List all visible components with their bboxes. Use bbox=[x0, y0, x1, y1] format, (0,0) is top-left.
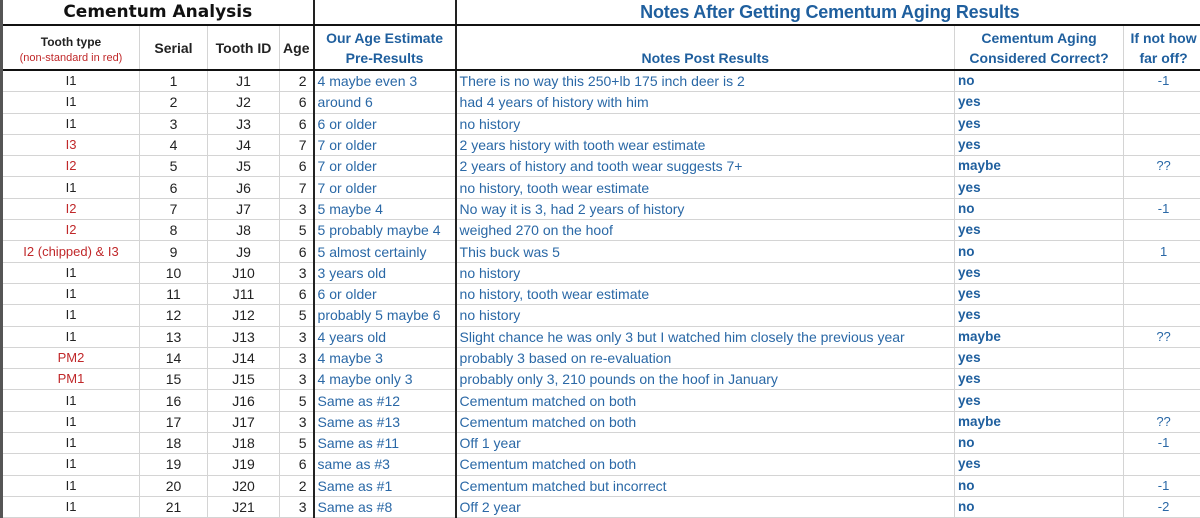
title-notes-after-results[interactable]: Notes After Getting Cementum Aging Results bbox=[456, 0, 1200, 25]
cell-tooth-id[interactable]: J2 bbox=[208, 92, 280, 113]
cell-notes-post[interactable]: no history bbox=[456, 305, 955, 326]
cell-considered-correct[interactable]: no bbox=[955, 475, 1124, 496]
cell-tooth-id[interactable]: J5 bbox=[208, 156, 280, 177]
cell-far-off[interactable] bbox=[1124, 220, 1200, 241]
cell-tooth-id[interactable]: J14 bbox=[208, 347, 280, 368]
header-row bbox=[2, 25, 1200, 70]
cell-tooth-id[interactable]: J10 bbox=[208, 262, 280, 283]
cell-considered-correct[interactable]: yes bbox=[955, 92, 1124, 113]
cell-age[interactable]: 3 bbox=[280, 411, 314, 432]
cell-considered-correct[interactable]: no bbox=[955, 496, 1124, 517]
header-far-off[interactable] bbox=[1124, 25, 1200, 70]
cell-tooth-id[interactable]: J13 bbox=[208, 326, 280, 347]
cell-age[interactable]: 6 bbox=[280, 283, 314, 304]
cell-serial[interactable]: 1 bbox=[140, 70, 208, 92]
cell-serial[interactable]: 6 bbox=[140, 177, 208, 198]
cell-far-off[interactable] bbox=[1124, 454, 1200, 475]
cell-far-off[interactable] bbox=[1124, 113, 1200, 134]
cell-tooth-type[interactable]: I1 bbox=[2, 326, 140, 347]
cell-age[interactable]: 6 bbox=[280, 156, 314, 177]
header-correct-line1: Cementum Aging bbox=[955, 28, 1123, 48]
cell-tooth-id[interactable]: J1 bbox=[208, 70, 280, 92]
cell-far-off[interactable] bbox=[1124, 134, 1200, 155]
cell-serial[interactable]: 7 bbox=[140, 198, 208, 219]
table-row bbox=[2, 305, 1200, 326]
title-blank-cell[interactable] bbox=[314, 0, 456, 25]
cell-notes-post[interactable]: 2 years history with tooth wear estimate bbox=[456, 134, 955, 155]
cell-pre-results[interactable]: 7 or older bbox=[314, 134, 456, 155]
cell-tooth-id[interactable]: J21 bbox=[208, 496, 280, 517]
cell-serial[interactable]: 21 bbox=[140, 496, 208, 517]
cell-serial[interactable]: 8 bbox=[140, 220, 208, 241]
header-notes-post[interactable]: Notes Post Results bbox=[456, 25, 955, 70]
header-far-off-line2: far off? bbox=[1124, 48, 1200, 68]
cell-pre-results[interactable]: probably 5 maybe 6 bbox=[314, 305, 456, 326]
title-cementum-analysis[interactable]: Cementum Analysis bbox=[2, 0, 314, 25]
header-far-off-line1: If not how bbox=[1124, 28, 1200, 48]
cell-serial[interactable]: 10 bbox=[140, 262, 208, 283]
cell-tooth-id[interactable]: J11 bbox=[208, 283, 280, 304]
cell-tooth-id[interactable]: J18 bbox=[208, 433, 280, 454]
cell-pre-results[interactable]: 4 maybe even 3 bbox=[314, 70, 456, 92]
cell-pre-results[interactable]: Same as #11 bbox=[314, 433, 456, 454]
cell-far-off[interactable]: ?? bbox=[1124, 156, 1200, 177]
cell-tooth-id[interactable]: J7 bbox=[208, 198, 280, 219]
cell-far-off[interactable]: ?? bbox=[1124, 326, 1200, 347]
cell-tooth-type[interactable]: I1 bbox=[2, 433, 140, 454]
cell-serial[interactable]: 20 bbox=[140, 475, 208, 496]
cell-pre-results[interactable]: 5 almost certainly bbox=[314, 241, 456, 262]
cell-considered-correct[interactable]: yes bbox=[955, 220, 1124, 241]
cell-tooth-id[interactable]: J17 bbox=[208, 411, 280, 432]
header-serial[interactable]: Serial bbox=[140, 25, 208, 70]
cell-considered-correct[interactable]: yes bbox=[955, 113, 1124, 134]
cell-tooth-type[interactable]: I1 bbox=[2, 177, 140, 198]
cell-far-off[interactable]: -1 bbox=[1124, 70, 1200, 92]
cell-far-off[interactable]: -1 bbox=[1124, 433, 1200, 454]
table-row bbox=[2, 411, 1200, 432]
cell-notes-post[interactable]: No way it is 3, had 2 years of history bbox=[456, 198, 955, 219]
cell-pre-results[interactable]: Same as #13 bbox=[314, 411, 456, 432]
cell-notes-post[interactable]: Cementum matched on both bbox=[456, 454, 955, 475]
cell-far-off[interactable]: ?? bbox=[1124, 411, 1200, 432]
cell-serial[interactable]: 5 bbox=[140, 156, 208, 177]
cell-tooth-type[interactable]: I2 bbox=[2, 220, 140, 241]
table-row bbox=[2, 156, 1200, 177]
table-row bbox=[2, 220, 1200, 241]
cell-considered-correct[interactable]: maybe bbox=[955, 156, 1124, 177]
cell-tooth-id[interactable]: J8 bbox=[208, 220, 280, 241]
cell-pre-results[interactable]: 7 or older bbox=[314, 177, 456, 198]
cell-far-off[interactable] bbox=[1124, 177, 1200, 198]
table-row bbox=[2, 369, 1200, 390]
cell-considered-correct[interactable]: yes bbox=[955, 177, 1124, 198]
cell-tooth-id[interactable]: J15 bbox=[208, 369, 280, 390]
cell-pre-results[interactable]: 5 probably maybe 4 bbox=[314, 220, 456, 241]
cell-notes-post[interactable]: no history bbox=[456, 113, 955, 134]
cell-serial[interactable]: 3 bbox=[140, 113, 208, 134]
cell-pre-results[interactable]: around 6 bbox=[314, 92, 456, 113]
cell-age[interactable]: 7 bbox=[280, 177, 314, 198]
cell-notes-post[interactable]: This buck was 5 bbox=[456, 241, 955, 262]
cell-tooth-id[interactable]: J9 bbox=[208, 241, 280, 262]
cell-serial[interactable]: 9 bbox=[140, 241, 208, 262]
cell-tooth-type[interactable]: I1 bbox=[2, 475, 140, 496]
cell-pre-results[interactable]: 3 years old bbox=[314, 262, 456, 283]
cell-age[interactable]: 6 bbox=[280, 113, 314, 134]
cell-considered-correct[interactable]: yes bbox=[955, 262, 1124, 283]
cell-pre-results[interactable]: same as #3 bbox=[314, 454, 456, 475]
cell-tooth-type[interactable]: I1 bbox=[2, 283, 140, 304]
cell-age[interactable]: 3 bbox=[280, 347, 314, 368]
table-row bbox=[2, 70, 1200, 92]
cell-far-off[interactable]: -1 bbox=[1124, 475, 1200, 496]
table-row bbox=[2, 198, 1200, 219]
cell-tooth-id[interactable]: J16 bbox=[208, 390, 280, 411]
cell-pre-results[interactable]: 4 years old bbox=[314, 326, 456, 347]
cell-considered-correct[interactable]: yes bbox=[955, 347, 1124, 368]
cell-pre-results[interactable]: Same as #12 bbox=[314, 390, 456, 411]
title-row bbox=[2, 0, 1200, 25]
table-row bbox=[2, 454, 1200, 475]
cell-age[interactable]: 3 bbox=[280, 326, 314, 347]
cell-pre-results[interactable]: 7 or older bbox=[314, 156, 456, 177]
cell-pre-results[interactable]: Same as #1 bbox=[314, 475, 456, 496]
cell-serial[interactable]: 13 bbox=[140, 326, 208, 347]
cell-far-off[interactable] bbox=[1124, 369, 1200, 390]
cell-pre-results[interactable]: 6 or older bbox=[314, 113, 456, 134]
cell-pre-results[interactable]: 6 or older bbox=[314, 283, 456, 304]
cell-tooth-type[interactable]: I1 bbox=[2, 262, 140, 283]
cell-far-off[interactable] bbox=[1124, 92, 1200, 113]
header-correct-line2: Considered Correct? bbox=[955, 48, 1123, 68]
cell-far-off[interactable]: 1 bbox=[1124, 241, 1200, 262]
cell-considered-correct[interactable]: no bbox=[955, 433, 1124, 454]
cell-age[interactable]: 3 bbox=[280, 496, 314, 517]
cell-tooth-type[interactable]: PM2 bbox=[2, 347, 140, 368]
cell-pre-results[interactable]: 5 maybe 4 bbox=[314, 198, 456, 219]
cell-tooth-id[interactable]: J4 bbox=[208, 134, 280, 155]
cell-serial[interactable]: 19 bbox=[140, 454, 208, 475]
cell-serial[interactable]: 4 bbox=[140, 134, 208, 155]
cell-tooth-type[interactable]: I1 bbox=[2, 496, 140, 517]
header-considered-correct[interactable] bbox=[955, 25, 1124, 70]
cell-serial[interactable]: 15 bbox=[140, 369, 208, 390]
header-tooth-type[interactable] bbox=[2, 25, 140, 70]
cell-notes-post[interactable]: weighed 270 on the hoof bbox=[456, 220, 955, 241]
cell-age[interactable]: 2 bbox=[280, 70, 314, 92]
cell-tooth-type[interactable]: I1 bbox=[2, 411, 140, 432]
cell-notes-post[interactable]: Cementum matched on both bbox=[456, 411, 955, 432]
cell-tooth-id[interactable]: J3 bbox=[208, 113, 280, 134]
cell-tooth-type[interactable]: I3 bbox=[2, 134, 140, 155]
header-tooth-type-note: (non-standard in red) bbox=[3, 51, 139, 65]
cell-far-off[interactable] bbox=[1124, 262, 1200, 283]
table-row bbox=[2, 134, 1200, 155]
cell-tooth-type[interactable]: PM1 bbox=[2, 369, 140, 390]
cell-considered-correct[interactable]: no bbox=[955, 70, 1124, 92]
table-row bbox=[2, 326, 1200, 347]
header-age[interactable]: Age bbox=[280, 25, 314, 70]
cell-age[interactable]: 7 bbox=[280, 134, 314, 155]
cell-pre-results[interactable]: 4 maybe 3 bbox=[314, 347, 456, 368]
cell-far-off[interactable] bbox=[1124, 283, 1200, 304]
cell-far-off[interactable]: -2 bbox=[1124, 496, 1200, 517]
cell-notes-post[interactable]: had 4 years of history with him bbox=[456, 92, 955, 113]
table-row bbox=[2, 283, 1200, 304]
header-pre-results[interactable] bbox=[314, 25, 456, 70]
cell-age[interactable]: 3 bbox=[280, 198, 314, 219]
table-row bbox=[2, 475, 1200, 496]
table-row bbox=[2, 262, 1200, 283]
cell-far-off[interactable] bbox=[1124, 347, 1200, 368]
cell-tooth-type[interactable]: I1 bbox=[2, 70, 140, 92]
header-pre-results-line1: Our Age Estimate bbox=[315, 28, 455, 48]
table-row bbox=[2, 347, 1200, 368]
cell-considered-correct[interactable]: yes bbox=[955, 283, 1124, 304]
cell-notes-post[interactable]: Off 1 year bbox=[456, 433, 955, 454]
header-tooth-id[interactable]: Tooth ID bbox=[208, 25, 280, 70]
cell-considered-correct[interactable]: yes bbox=[955, 454, 1124, 475]
cell-tooth-id[interactable]: J12 bbox=[208, 305, 280, 326]
table-row bbox=[2, 177, 1200, 198]
table-row bbox=[2, 241, 1200, 262]
cell-considered-correct[interactable]: yes bbox=[955, 390, 1124, 411]
header-tooth-type-label: Tooth type bbox=[41, 35, 101, 49]
cell-age[interactable]: 6 bbox=[280, 92, 314, 113]
cell-tooth-type[interactable]: I2 bbox=[2, 156, 140, 177]
cell-tooth-type[interactable]: I2 (chipped) & I3 bbox=[2, 241, 140, 262]
cell-serial[interactable]: 12 bbox=[140, 305, 208, 326]
cell-considered-correct[interactable]: maybe bbox=[955, 326, 1124, 347]
cell-tooth-type[interactable]: I1 bbox=[2, 390, 140, 411]
cell-pre-results[interactable]: Same as #8 bbox=[314, 496, 456, 517]
cell-age[interactable]: 6 bbox=[280, 454, 314, 475]
cell-age[interactable]: 2 bbox=[280, 475, 314, 496]
cell-tooth-id[interactable]: J6 bbox=[208, 177, 280, 198]
cell-age[interactable]: 6 bbox=[280, 241, 314, 262]
header-pre-results-line2: Pre-Results bbox=[315, 48, 455, 68]
cell-notes-post[interactable]: no history, tooth wear estimate bbox=[456, 283, 955, 304]
cell-notes-post[interactable]: There is no way this 250+lb 175 inch deer is 2 bbox=[456, 70, 955, 92]
cell-tooth-id[interactable]: J20 bbox=[208, 475, 280, 496]
cell-notes-post[interactable]: Off 2 year bbox=[456, 496, 955, 517]
cell-considered-correct[interactable]: no bbox=[955, 198, 1124, 219]
cell-age[interactable]: 5 bbox=[280, 220, 314, 241]
cell-serial[interactable]: 14 bbox=[140, 347, 208, 368]
cell-notes-post[interactable]: 2 years of history and tooth wear suggests 7+ bbox=[456, 156, 955, 177]
table-row bbox=[2, 496, 1200, 517]
cell-age[interactable]: 5 bbox=[280, 433, 314, 454]
cell-tooth-type[interactable]: I2 bbox=[2, 198, 140, 219]
cell-considered-correct[interactable]: no bbox=[955, 241, 1124, 262]
cell-far-off[interactable]: -1 bbox=[1124, 198, 1200, 219]
cell-notes-post[interactable]: Cementum matched but incorrect bbox=[456, 475, 955, 496]
cell-far-off[interactable] bbox=[1124, 305, 1200, 326]
cell-serial[interactable]: 17 bbox=[140, 411, 208, 432]
cell-considered-correct[interactable]: yes bbox=[955, 369, 1124, 390]
table-row bbox=[2, 390, 1200, 411]
cell-considered-correct[interactable]: yes bbox=[955, 134, 1124, 155]
cell-pre-results[interactable]: 4 maybe only 3 bbox=[314, 369, 456, 390]
cell-far-off[interactable] bbox=[1124, 390, 1200, 411]
cell-serial[interactable]: 2 bbox=[140, 92, 208, 113]
table-row bbox=[2, 433, 1200, 454]
table-row bbox=[2, 92, 1200, 113]
cell-age[interactable]: 5 bbox=[280, 390, 314, 411]
cell-serial[interactable]: 11 bbox=[140, 283, 208, 304]
cell-age[interactable]: 3 bbox=[280, 262, 314, 283]
cell-age[interactable]: 5 bbox=[280, 305, 314, 326]
cell-considered-correct[interactable]: maybe bbox=[955, 411, 1124, 432]
cell-tooth-type[interactable]: I1 bbox=[2, 454, 140, 475]
cell-tooth-type[interactable]: I1 bbox=[2, 92, 140, 113]
cell-tooth-id[interactable]: J19 bbox=[208, 454, 280, 475]
cell-notes-post[interactable]: no history, tooth wear estimate bbox=[456, 177, 955, 198]
cell-notes-post[interactable]: Slight chance he was only 3 but I watched him closely the previous year bbox=[456, 326, 955, 347]
cell-notes-post[interactable]: Cementum matched on both bbox=[456, 390, 955, 411]
cell-serial[interactable]: 16 bbox=[140, 390, 208, 411]
cell-age[interactable]: 3 bbox=[280, 369, 314, 390]
cell-serial[interactable]: 18 bbox=[140, 433, 208, 454]
cell-tooth-type[interactable]: I1 bbox=[2, 305, 140, 326]
cell-tooth-type[interactable]: I1 bbox=[2, 113, 140, 134]
cell-notes-post[interactable]: no history bbox=[456, 262, 955, 283]
cell-considered-correct[interactable]: yes bbox=[955, 305, 1124, 326]
table-row bbox=[2, 113, 1200, 134]
cell-notes-post[interactable]: probably only 3, 210 pounds on the hoof in January bbox=[456, 369, 955, 390]
cell-notes-post[interactable]: probably 3 based on re-evaluation bbox=[456, 347, 955, 368]
